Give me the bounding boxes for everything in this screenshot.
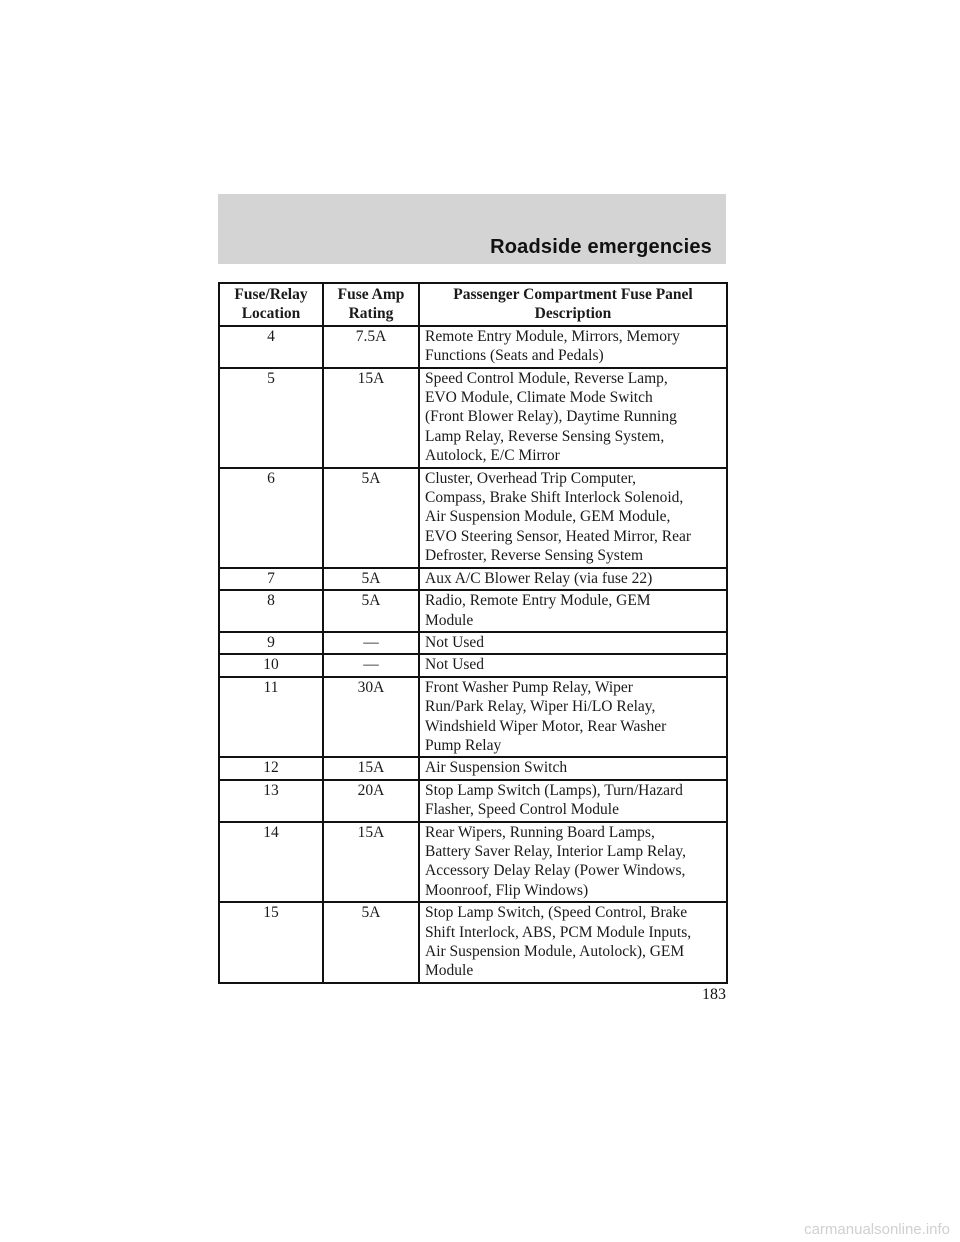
cell-location: 13 (219, 780, 323, 822)
column-header-location: Fuse/Relay Location (219, 283, 323, 326)
cell-location: 14 (219, 822, 323, 903)
cell-description: Speed Control Module, Reverse Lamp, EVO Module, Climate Mode Switch (Front Blower Relay), Daytime Running Lamp Relay, Reverse Sensing System, Autolock, E/C Mirror (419, 368, 727, 468)
section-header-band (218, 194, 726, 264)
table-row (219, 780, 727, 822)
cell-amp-rating: 15A (323, 368, 419, 468)
column-header-amp-rating: Fuse Amp Rating (323, 283, 419, 326)
table-row (219, 326, 727, 368)
table-row (219, 822, 727, 903)
cell-description: Rear Wipers, Running Board Lamps, Battery Saver Relay, Interior Lamp Relay, Accessory Delay Relay (Power Windows, Moonroof, Flip Windows) (419, 822, 727, 903)
table-row (219, 757, 727, 779)
cell-description: Front Washer Pump Relay, Wiper Run/Park Relay, Wiper Hi/LO Relay, Windshield Wiper Motor, Rear Washer Pump Relay (419, 677, 727, 758)
cell-location: 15 (219, 902, 323, 983)
cell-amp-rating: — (323, 632, 419, 654)
column-header-description: Passenger Compartment Fuse Panel Description (419, 283, 727, 326)
cell-description: Radio, Remote Entry Module, GEM Module (419, 590, 727, 632)
cell-amp-rating: — (323, 654, 419, 676)
cell-location: 6 (219, 468, 323, 568)
cell-description: Remote Entry Module, Mirrors, Memory Functions (Seats and Pedals) (419, 326, 727, 368)
cell-amp-rating: 5A (323, 902, 419, 983)
cell-description: Not Used (419, 654, 727, 676)
cell-description: Not Used (419, 632, 727, 654)
cell-amp-rating: 5A (323, 590, 419, 632)
table-header-row (219, 283, 727, 326)
table-row (219, 590, 727, 632)
watermark: carmanualsonline.info (804, 1221, 950, 1238)
cell-location: 10 (219, 654, 323, 676)
table-row (219, 677, 727, 758)
cell-location: 8 (219, 590, 323, 632)
table-row (219, 368, 727, 468)
cell-description: Stop Lamp Switch, (Speed Control, Brake Shift Interlock, ABS, PCM Module Inputs, Air Suspension Module, Autolock), GEM Module (419, 902, 727, 983)
cell-location: 11 (219, 677, 323, 758)
table-row (219, 468, 727, 568)
cell-description: Cluster, Overhead Trip Computer, Compass, Brake Shift Interlock Solenoid, Air Suspension Module, GEM Module, EVO Steering Sensor, Heated Mirror, Rear Defroster, Reverse Sensing System (419, 468, 727, 568)
cell-amp-rating: 5A (323, 468, 419, 568)
cell-amp-rating: 30A (323, 677, 419, 758)
page-number: 183 (702, 986, 726, 1003)
table-body (219, 326, 727, 983)
cell-amp-rating: 5A (323, 568, 419, 590)
cell-location: 4 (219, 326, 323, 368)
cell-amp-rating: 20A (323, 780, 419, 822)
section-title: Roadside emergencies (490, 236, 712, 258)
cell-location: 12 (219, 757, 323, 779)
cell-location: 9 (219, 632, 323, 654)
cell-description: Air Suspension Switch (419, 757, 727, 779)
cell-amp-rating: 7.5A (323, 326, 419, 368)
table-row (219, 654, 727, 676)
cell-amp-rating: 15A (323, 757, 419, 779)
table-row (219, 902, 727, 983)
fuse-table (218, 282, 728, 984)
cell-amp-rating: 15A (323, 822, 419, 903)
table-row (219, 568, 727, 590)
cell-description: Stop Lamp Switch (Lamps), Turn/Hazard Flasher, Speed Control Module (419, 780, 727, 822)
cell-description: Aux A/C Blower Relay (via fuse 22) (419, 568, 727, 590)
cell-location: 7 (219, 568, 323, 590)
table-row (219, 632, 727, 654)
cell-location: 5 (219, 368, 323, 468)
